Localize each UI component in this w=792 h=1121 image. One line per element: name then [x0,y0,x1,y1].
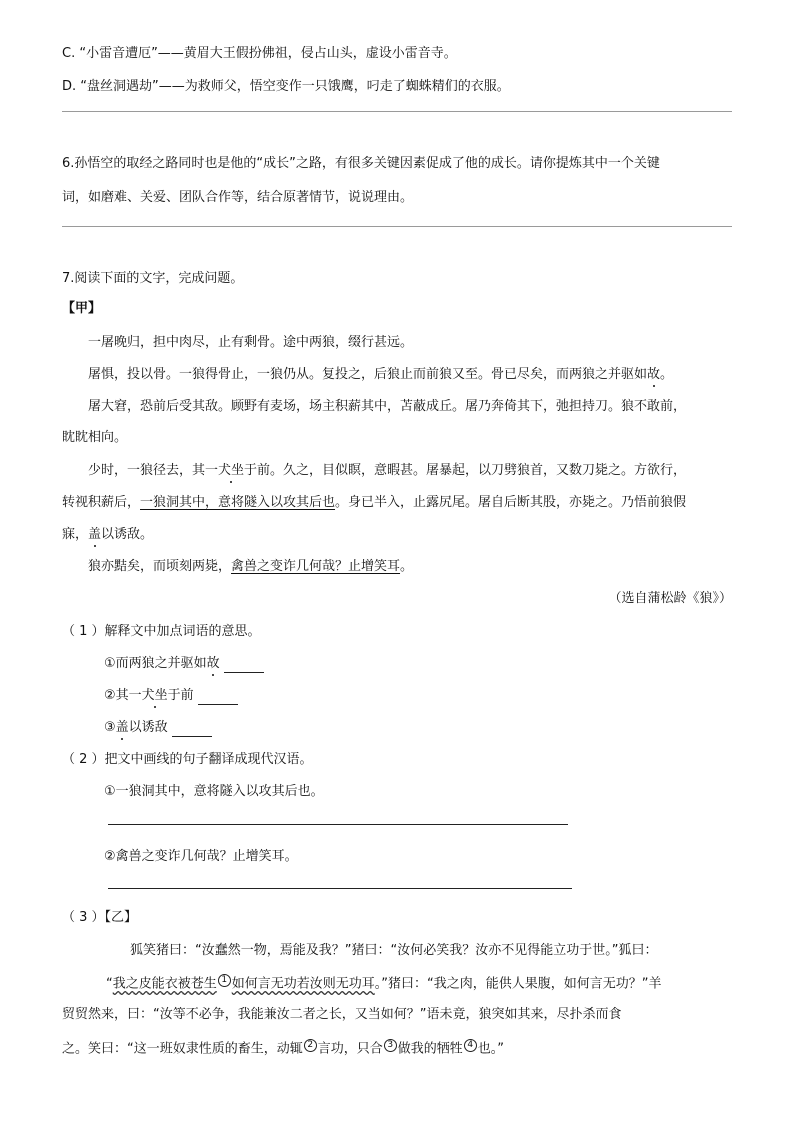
yi-line1: 狐笑猪曰：“汝蠢然一物，焉能及我？”猪曰：“汝何必笑我？汝亦不见得能立功于世。”狐曰： [130,943,658,958]
option-d: D. “盘丝洞遇劫”——为救师父，悟空变作一只饿鹰，叼走了蜘蛛精们的衣服。 [62,79,510,94]
answer-blank[interactable] [224,658,264,673]
yi-line4: 之。笑曰：“这一班奴隶性质的畜生，动辄 2 言功，只合 3 做我的牺牲 4 也。” [62,1040,505,1057]
passage-p1: 一屠晚归，担中肉尽，止有剩骨。途中两狼，缀行甚远。 [88,335,414,350]
jia-label: 【甲】 [62,301,102,316]
sub1-item3: ③盖以诱敌 [104,719,212,737]
option-c: C. “小雷音遭厄”——黄眉大王假扮佛祖，侵占山头，虚设小雷音寺。 [62,46,457,61]
q6-line2: 词，如磨难、关爱、团队合作等，结合原著情节，说说理由。 [62,190,414,205]
footnote-marker: 4 [464,1039,477,1052]
footnote-marker: 3 [384,1039,397,1052]
passage-p3-line1: 屠大窘，恐前后受其敌。顾野有麦场，场主积薪其中，苫蔽成丘。屠乃奔倚其下，弛担持刀。狼不敢前， [88,399,687,414]
answer-line[interactable] [108,824,568,825]
sub1-item1: ①而两狼之并驱如故 [104,655,264,673]
sub3-title: （ 3 ）【乙】 [62,910,138,925]
passage-p4-line1: 少时，一狼径去，其一犬坐于前。久之，目似瞑，意暇甚。屠暴起，以刀劈狼首，又数刀毙之。方欲行， [88,463,687,478]
answer-line[interactable] [108,888,572,889]
passage-p3-line2: 眈眈相向。 [62,430,128,445]
divider [62,111,732,112]
passage-p2: 屠惧，投以骨。一狼得骨止，一狼仍从。复投之，后狼止而前狼又至。骨已尽矣，而两狼之并驱如故。 [88,367,674,382]
sub1-item2: ②其一犬坐于前 [104,687,238,705]
passage-p4-line3: 寐，盖以诱敌。 [62,527,154,542]
divider [62,226,732,227]
footnote-marker: 1 [218,974,231,987]
footnote-marker: 2 [304,1039,317,1052]
q6-line1: 6.孙悟空的取经之路同时也是他的“成长”之路，有很多关键因素促成了他的成长。请你提炼其中一个关键 [62,156,660,171]
sub2-title: （ 2 ）把文中画线的句子翻译成现代汉语。 [62,752,313,767]
answer-blank[interactable] [198,690,238,705]
sub2-sentence2: ②禽兽之变诈几何哉？止增笑耳。 [104,849,298,864]
passage-p4-line2: 转视积薪后，一狼洞其中，意将隧入以攻其后也。身已半入，止露尻尾。屠自后断其股，亦毙之。乃悟前狼假 [62,495,687,510]
sub1-title: （ 1 ）解释文中加点词语的意思。 [62,624,261,639]
q7-intro: 7.阅读下面的文字，完成问题。 [62,271,244,286]
yi-line2: “我之皮能衣被苍生 1 如何言无功若汝则无功耳。”猪曰：“我之肉，能供人果腹，如何言无功？”羊 [106,975,662,992]
passage-source: （选自蒲松龄《狼》） [608,591,732,606]
yi-line3: 贸贸然来，曰：“汝等不必争，我能兼汝二者之长，又当如何？”语未竟，狼突如其来，尽扑杀而食 [62,1007,622,1022]
answer-blank[interactable] [172,722,212,737]
sub2-sentence1: ①一狼洞其中，意将隧入以攻其后也。 [104,784,324,799]
passage-p5: 狼亦黠矣，而顷刻两毙，禽兽之变诈几何哉？止增笑耳。 [88,559,414,574]
